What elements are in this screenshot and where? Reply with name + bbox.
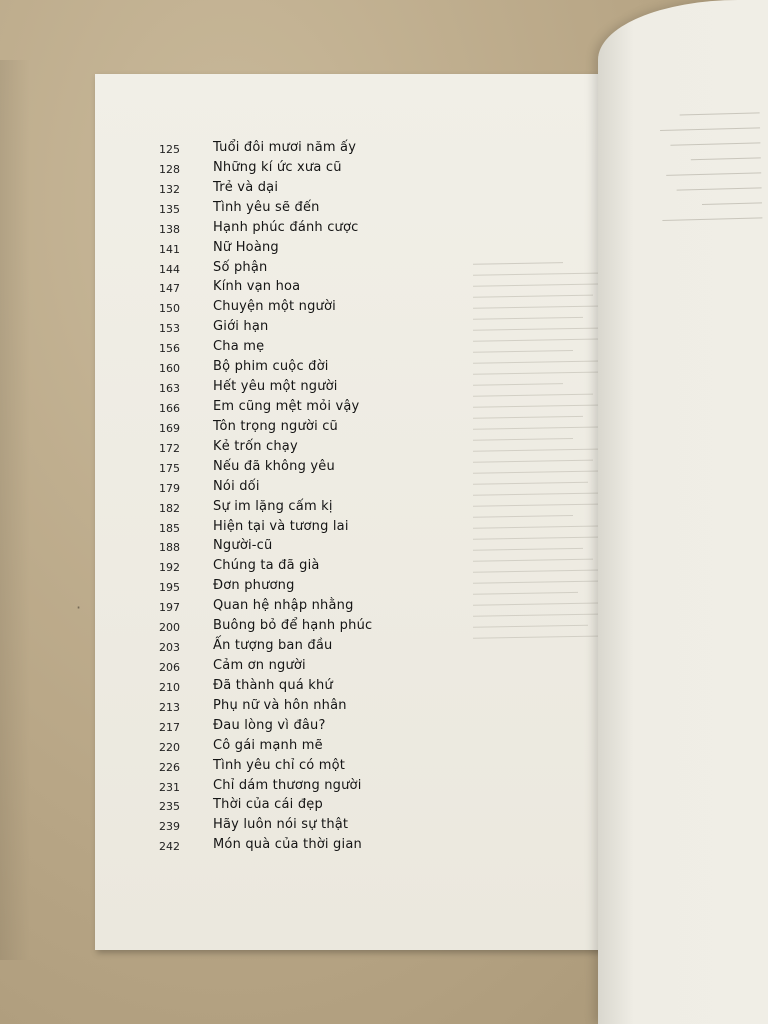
toc-title: Trẻ và dại [213,179,279,195]
toc-entry [150,758,530,778]
toc-page-number: 138 [159,222,180,236]
toc-title: Hạnh phúc đánh cược [213,219,359,235]
toc-title: Bộ phim cuộc đời [213,359,329,375]
toc-page-number: 172 [159,441,180,455]
toc-title: Đơn phương [213,578,295,594]
toc-page-number: 125 [159,143,180,156]
toc-page-number: 182 [159,501,180,515]
toc-title: Nữ Hoàng [213,239,279,255]
toc-title: Tuổi đôi mươi năm ấy [213,140,357,155]
toc-page-number: 188 [159,541,180,555]
toc-title: Hết yêu một người [213,379,338,395]
toc-title: Phụ nữ và hôn nhân [213,697,347,713]
toc-title: Giới hạn [213,319,269,335]
toc-title: Đã thành quá khứ [213,677,333,693]
toc-title: Buông bỏ để hạnh phúc [213,618,373,634]
toc-title: Ấn tượng ban đầu [213,638,333,654]
toc-entry [150,220,530,240]
toc-title: Tình yêu sẽ đến [213,199,320,215]
toc-page-number: 210 [159,680,180,694]
toc-entry [150,738,530,758]
toc-title: Chúng ta đã già [213,558,320,574]
toc-title: Số phận [213,259,268,275]
toc-entry [150,260,530,280]
toc-page-number: 192 [159,561,180,575]
toc-entry [150,439,530,459]
toc-page-number: 206 [159,660,180,674]
toc-page-number: 220 [159,740,180,754]
toc-entry [150,778,530,798]
toc-page-number: 166 [159,401,180,415]
toc-page-number: 213 [159,700,180,714]
toc-entry [150,698,530,718]
shadow [0,60,30,960]
toc-page-number: 135 [159,202,180,216]
toc-title: Tôn trọng người cũ [213,418,338,434]
toc-entry [150,817,530,837]
toc-entry [150,638,530,658]
toc-page-number: 242 [159,840,180,854]
toc-title: Đau lòng vì đâu? [213,717,326,733]
toc-page-number: 226 [159,760,180,774]
toc-title: Chỉ dám thương người [213,777,362,793]
toc-page-number: 235 [159,800,180,814]
toc-page-number: 141 [159,242,180,256]
toc-title: Cha mẹ [213,339,265,355]
toc-entry [150,379,530,399]
toc-page-number: 231 [159,780,180,794]
toc-title: Kẻ trốn chạy [213,438,298,454]
toc-entry [150,538,530,558]
toc-page-number: 156 [159,342,180,356]
toc-page-number: 153 [159,322,180,336]
toc-entry [150,618,530,638]
toc-entry [150,399,530,419]
toc-entry [150,279,530,299]
toc-entry [150,160,530,180]
toc-title: Món quà của thời gian [213,837,362,853]
table-of-contents [150,140,530,857]
toc-entry [150,319,530,339]
toc-page-number: 185 [159,521,180,535]
toc-entry [150,479,530,499]
toc-entry [150,598,530,618]
toc-entry [150,339,530,359]
toc-page-number: 150 [159,302,180,316]
toc-title: Chuyện một người [213,299,336,315]
toc-title: Cảm ơn người [213,657,306,673]
toc-entry [150,797,530,817]
toc-entry [150,678,530,698]
toc-title: Người-cũ [213,538,273,554]
toc-page-number: 195 [159,581,180,595]
toc-page-number: 128 [159,162,180,176]
toc-page-number: 160 [159,362,180,376]
toc-page-number: 169 [159,421,180,435]
toc-title: Sự im lặng cấm kị [213,498,333,514]
toc-page-number: 200 [159,621,180,635]
toc-entry [150,499,530,519]
toc-entry [150,558,530,578]
toc-entry [150,419,530,439]
toc-page-number: 163 [159,382,180,396]
toc-title: Kính vạn hoa [213,279,301,295]
toc-entry [150,180,530,200]
toc-title: Hãy luôn nói sự thật [213,817,349,833]
toc-entry [150,459,530,479]
toc-title: Hiện tại và tương lai [213,518,349,534]
toc-entry [150,578,530,598]
toc-entry [150,240,530,260]
toc-entry [150,359,530,379]
toc-title: Thời của cái đẹp [213,797,323,813]
toc-entry [150,140,530,160]
toc-page-number: 144 [159,262,180,276]
toc-entry [150,837,530,857]
show-through-text-right [629,98,768,921]
toc-page-number: 197 [159,601,180,615]
toc-title: Nói dối [213,478,260,494]
toc-title: Cô gái mạnh mẽ [213,737,323,753]
toc-title: Quan hệ nhập nhằng [213,598,354,614]
toc-page-number: 132 [159,182,180,196]
toc-page-number: 217 [159,720,180,734]
toc-entry [150,299,530,319]
toc-title: Những kí ức xưa cũ [213,159,342,175]
toc-page-number: 203 [159,641,180,655]
toc-page-number: 175 [159,461,180,475]
background-mark: · [76,598,82,617]
toc-entry [150,519,530,539]
toc-page-number: 239 [159,820,180,834]
toc-title: Em cũng mệt mỏi vậy [213,398,360,414]
toc-entry [150,658,530,678]
toc-title: Nếu đã không yêu [213,458,335,474]
toc-page-number: 147 [159,282,180,296]
toc-title: Tình yêu chỉ có một [213,757,346,773]
toc-entry [150,200,530,220]
toc-entry [150,718,530,738]
toc-page-number: 179 [159,481,180,495]
